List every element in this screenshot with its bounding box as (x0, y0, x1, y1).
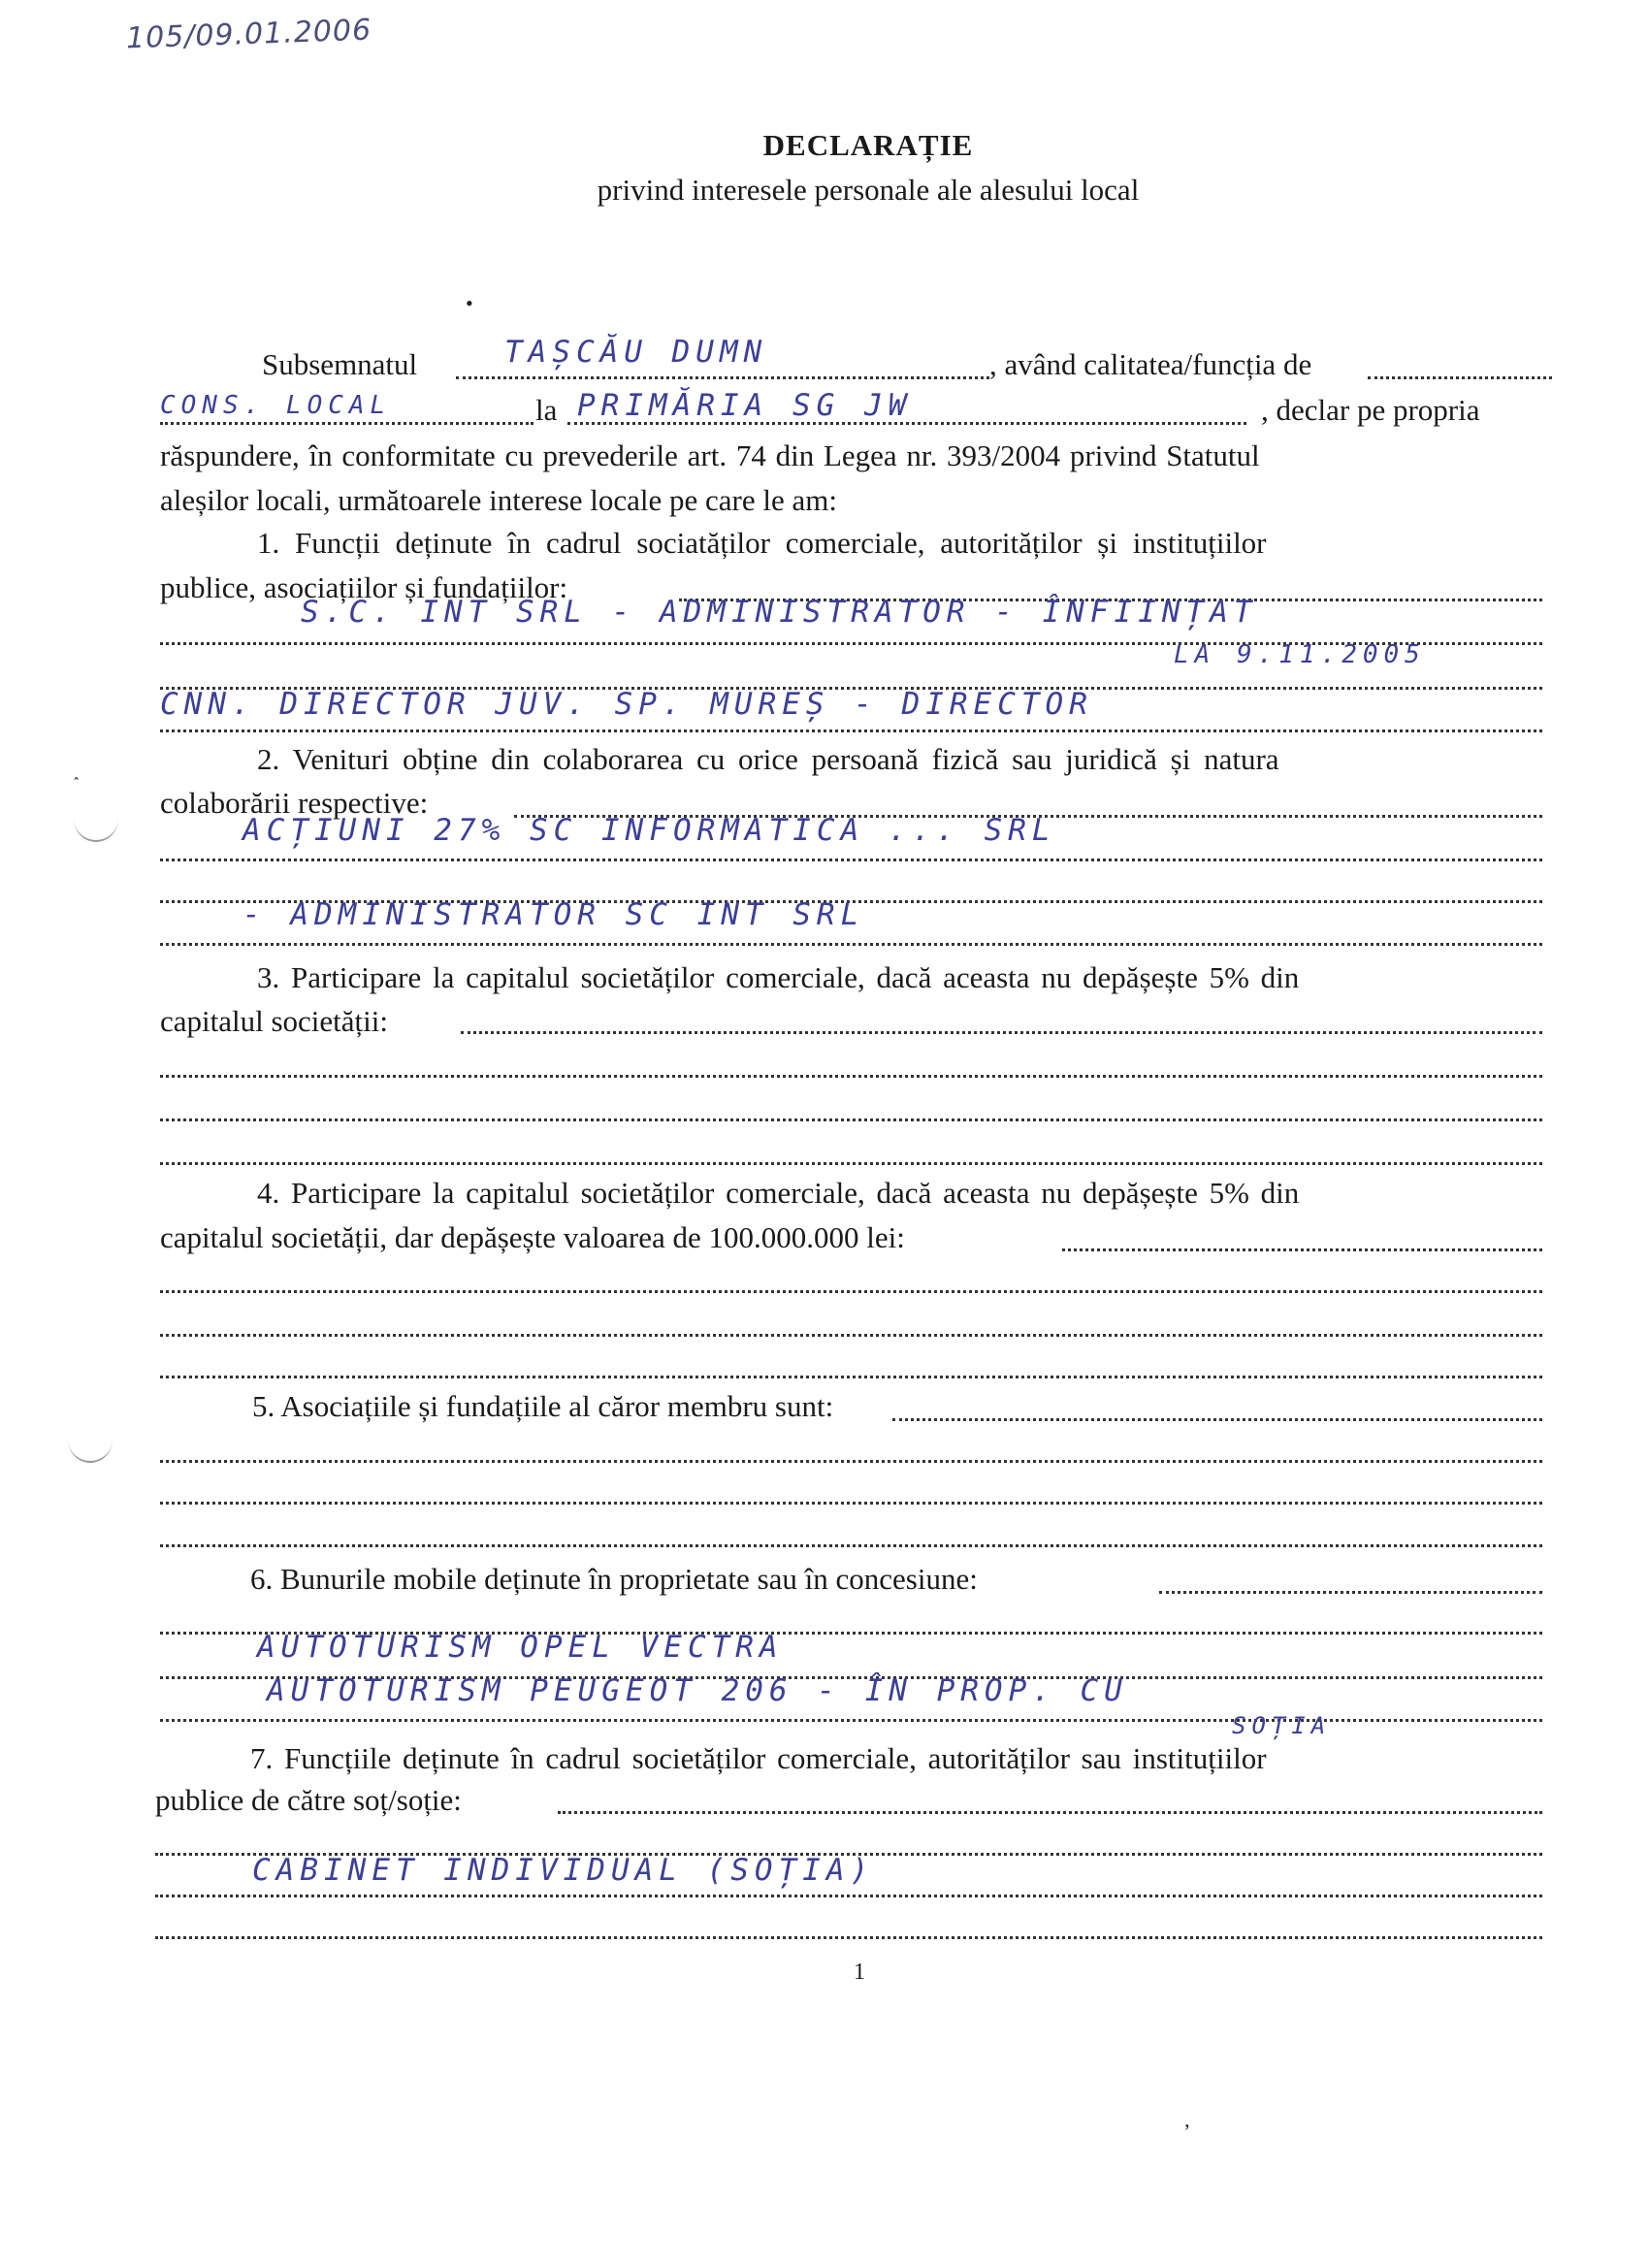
section3-dots-2 (160, 1118, 1542, 1121)
section4-dots-3 (160, 1376, 1542, 1378)
intro-line4: aleșilor locali, următoarele interese locale pe care le am: (160, 483, 837, 517)
intro-avand: , având calitatea/funcția de (989, 347, 1312, 381)
section7-line1: 7. Funcțiile deținute în cadrul societăților comerciale, autorităților sau instituțiilor (250, 1741, 1267, 1775)
section6-dots-0 (1159, 1591, 1542, 1594)
section4-line2: capitalul societății, dar depășește valoarea de 100.000.000 lei: (160, 1220, 905, 1254)
name-handwritten: TAȘCĂU DUMN (504, 335, 768, 370)
section5-dots-1 (160, 1460, 1542, 1463)
section7-line2: publice de către soț/soție: (155, 1783, 462, 1817)
institution-handwritten: PRIMĂRIA SG JW (577, 388, 913, 423)
section6-handwritten-1: AUTOTURISM OPEL VECTRA (257, 1630, 784, 1665)
name-field-line (456, 376, 989, 379)
intro-declar: , declar pe propria (1261, 393, 1480, 427)
section2-line2: colaborării respective: (160, 786, 429, 820)
section7-dots-0 (558, 1811, 1542, 1814)
page-number: 1 (854, 1960, 865, 1985)
intro-la: la (535, 393, 558, 427)
scan-mark: ʼ (1183, 2120, 1191, 2144)
section6-line1: 6. Bunurile mobile deținute în proprietate sau în concesiune: (250, 1562, 978, 1596)
document-subtitle: privind interesele personale ale alesului local (597, 173, 1140, 207)
function-handwritten: CONS. LOCAL (160, 391, 392, 420)
section4-dots-2 (160, 1334, 1542, 1337)
section6-handwritten-3: SOȚIA (1232, 1712, 1332, 1739)
intro-subsemnatul: Subsemnatul (262, 347, 418, 381)
section5-dots-3 (160, 1544, 1542, 1547)
section1-line2: publice, asociațiilor și fundațiilor: (160, 570, 568, 604)
section2-dots-1 (160, 859, 1542, 861)
section1-handwritten-3: CNN. DIRECTOR JUV. SP. MUREȘ - DIRECTOR (160, 687, 1093, 722)
punch-hole-top (74, 795, 118, 842)
section3-line1: 3. Participare la capitalul societăților comerciale, dacă aceasta nu depășește 5% din (257, 960, 1300, 994)
section7-dots-2 (155, 1895, 1542, 1897)
section5-dots-0 (892, 1418, 1542, 1421)
section3-dots-0 (461, 1031, 1542, 1034)
punch-hole-bottom (68, 1416, 113, 1463)
section6-dots-3 (160, 1719, 1542, 1722)
section4-line1: 4. Participare la capitalul societăților comerciale, dacă aceasta nu depășește 5% din (257, 1176, 1300, 1210)
section3-dots-3 (160, 1162, 1542, 1165)
function-field-line-end (1368, 376, 1552, 379)
section4-dots-0 (1062, 1248, 1542, 1251)
section1-handwritten-1: S.C. INT SRL - ADMINISTRATOR - ÎNFIINȚAT (301, 595, 1258, 630)
section2-dots-3 (160, 943, 1542, 946)
section3-dots-1 (160, 1075, 1542, 1078)
section2-line1: 2. Venituri obține din colaborarea cu orice persoană fizică sau juridică și natura (257, 742, 1279, 776)
section5-dots-2 (160, 1502, 1542, 1505)
scan-mark: ˰ (73, 757, 81, 781)
section1-line1: 1. Funcții deținute în cadrul sociatăților comerciale, autorităților și instituțiilor (257, 526, 1267, 560)
intro-line3: răspundere, în conformitate cu prevederile art. 74 din Legea nr. 393/2004 privind Statutul (160, 438, 1260, 472)
section7-dots-3 (155, 1936, 1542, 1939)
document-title: DECLARAȚIE (762, 128, 974, 162)
section6-handwritten-2: AUTOTURISM PEUGEOT 206 - ÎN PROP. CU (267, 1673, 1128, 1708)
section5-line1: 5. Asociațiile și fundațiile al căror membru sunt: (252, 1389, 834, 1423)
registration-number: 105/09.01.2006 (125, 13, 372, 56)
section2-handwritten-2: - ADMINISTRATOR SC INT SRL (242, 897, 865, 932)
section3-line2: capitalul societății: (160, 1004, 388, 1038)
function-field-line (160, 422, 534, 425)
section1-dots-3 (160, 729, 1542, 732)
section7-handwritten-1: CABINET INDIVIDUAL (SOȚIA) (252, 1853, 875, 1888)
scan-mark: • (466, 291, 473, 315)
section4-dots-1 (160, 1290, 1542, 1293)
section2-handwritten-1: ACȚIUNI 27% SC INFORMATICA ... SRL (242, 813, 1056, 848)
section1-handwritten-2: LA 9.11.2005 (1174, 640, 1426, 669)
